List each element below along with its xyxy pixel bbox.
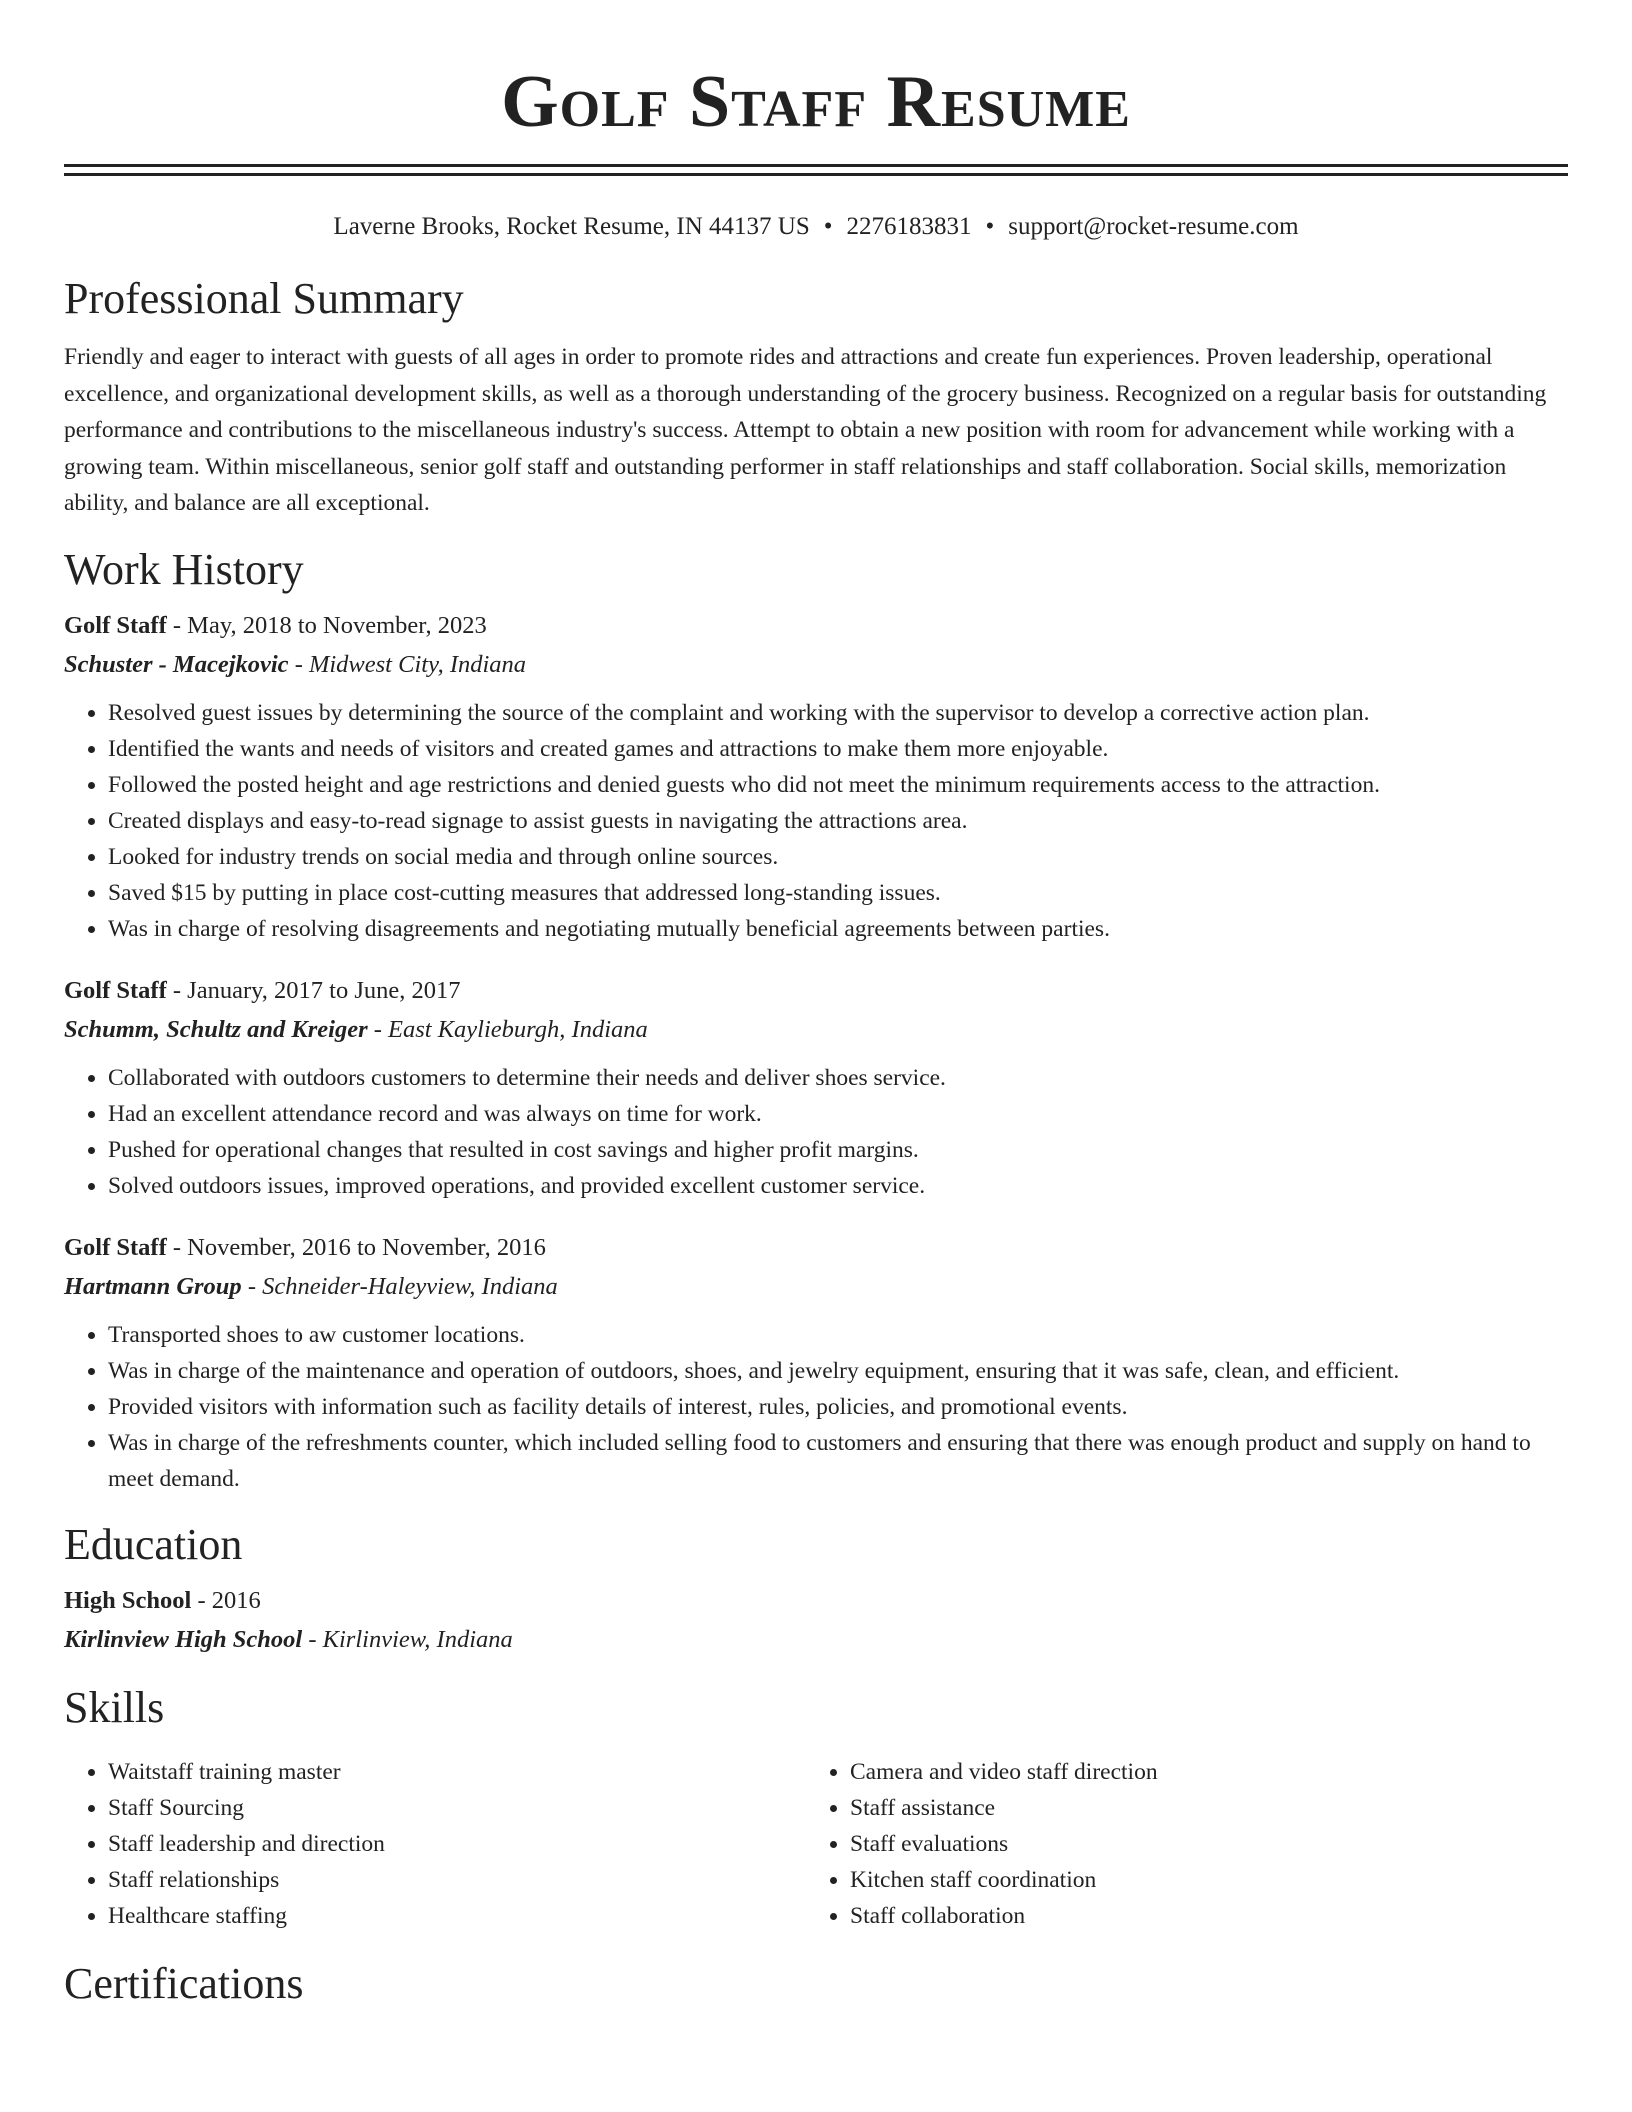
list-item: • Followed the posted height and age restrictions and denied guests who did not meet the minimum requirements access to the attraction. <box>108 767 1568 803</box>
education-entry <box>64 1585 1568 1656</box>
skills-column-right <box>806 1754 1548 1934</box>
employer-location: - East Kaylieburgh, Indiana <box>367 1015 648 1043</box>
employer-line <box>64 1271 1568 1303</box>
job-title: Golf Staff <box>64 1233 167 1261</box>
job-bullets <box>64 1317 1568 1497</box>
title-divider-top <box>64 164 1568 167</box>
work-history-heading: Work History <box>64 544 304 594</box>
skills-heading: Skills <box>64 1682 165 1732</box>
job-bullets <box>64 695 1568 947</box>
job-dates: - November, 2016 to November, 2016 <box>166 1233 546 1261</box>
skill-item: • Staff relationships <box>108 1862 806 1898</box>
school-name: Kirlinview High School <box>64 1625 303 1653</box>
school-location: - Kirlinview, Indiana <box>302 1625 513 1653</box>
skills-grid <box>64 1754 1568 1934</box>
contact-phone: 2276183831 <box>846 213 972 240</box>
skill-item: • Kitchen staff coordination <box>850 1862 1548 1898</box>
employer-line <box>64 649 1568 681</box>
job-bullets <box>64 1060 1568 1204</box>
employer-location: - Schneider-Haleyview, Indiana <box>241 1272 558 1300</box>
title-divider-bottom <box>64 173 1568 176</box>
list-item: • Pushed for operational changes that resulted in cost savings and higher profit margins. <box>108 1132 1568 1168</box>
skill-item: • Camera and video staff direction <box>850 1754 1548 1790</box>
employer-line <box>64 1014 1568 1046</box>
list-item: • Collaborated with outdoors customers to determine their needs and deliver shoes service. <box>108 1060 1568 1096</box>
resume-page <box>64 0 1568 2010</box>
job-title: Golf Staff <box>64 611 167 639</box>
education-heading: Education <box>64 1519 243 1569</box>
degree-line <box>64 1585 1568 1617</box>
skill-item: • Staff leadership and direction <box>108 1826 806 1862</box>
list-item: • Identified the wants and needs of visitors and created games and attractions to make them more enjoyable. <box>108 731 1568 767</box>
list-item: • Was in charge of the refreshments counter, which included selling food to customers and ensuring that there was enough product and supply on hand to meet demand. <box>108 1425 1568 1497</box>
skill-item: • Healthcare staffing <box>108 1898 806 1934</box>
skill-item: • Staff evaluations <box>850 1826 1548 1862</box>
job-dates: - January, 2017 to June, 2017 <box>166 976 461 1004</box>
skills-list-left <box>64 1754 806 1934</box>
employer-location: - Midwest City, Indiana <box>288 650 527 678</box>
resume-title: Golf Staff Resume <box>501 61 1131 143</box>
list-item: • Was in charge of the maintenance and operation of outdoors, shoes, and jewelry equipment, ensuring that it was safe, clean, and efficient. <box>108 1353 1568 1389</box>
skills-list-right <box>806 1754 1548 1934</box>
skills-column-left <box>64 1754 806 1934</box>
job-title-line <box>64 975 1568 1007</box>
contact-email: support@rocket-resume.com <box>1008 213 1299 240</box>
list-item: • Solved outdoors issues, improved operations, and provided excellent customer service. <box>108 1168 1568 1204</box>
certifications-heading: Certifications <box>64 1958 304 2008</box>
skill-item: • Staff collaboration <box>850 1898 1548 1934</box>
skill-item: • Staff Sourcing <box>108 1790 806 1826</box>
contact-separator: • <box>823 213 833 240</box>
job-dates: - May, 2018 to November, 2023 <box>166 611 487 639</box>
list-item: • Looked for industry trends on social media and through online sources. <box>108 839 1568 875</box>
summary-heading: Professional Summary <box>64 274 464 323</box>
contact-separator: • <box>985 213 995 240</box>
summary-text: Friendly and eager to interact with guests of all ages in order to promote rides and attractions and create fun experiences. Proven leadership, operational excellence, and organizational development skills, as well as a thorough understanding of the grocery business. Recognized on a regular basis for outstanding performance and contributions to the miscellaneous industry's success. Attempt to obtain a new position with room for advancement while working with a growing team. Within miscellaneous, senior golf staff and outstanding performer in staff relationships and staff collaboration. Social skills, memorization ability, and balance are all exceptional. <box>64 344 1547 516</box>
school-line <box>64 1624 1568 1656</box>
job-entry <box>64 975 1568 1204</box>
list-item: • Had an excellent attendance record and was always on time for work. <box>108 1096 1568 1132</box>
list-item: • Saved $15 by putting in place cost-cutting measures that addressed long-standing issues. <box>108 875 1568 911</box>
list-item: • Transported shoes to aw customer locations. <box>108 1317 1568 1353</box>
graduation-year: - 2016 <box>191 1586 261 1614</box>
skill-item: • Waitstaff training master <box>108 1754 806 1790</box>
list-item: • Created displays and easy-to-read signage to assist guests in navigating the attractions area. <box>108 803 1568 839</box>
list-item: • Provided visitors with information such as facility details of interest, rules, policies, and promotional events. <box>108 1389 1568 1425</box>
job-title: Golf Staff <box>64 976 167 1004</box>
job-entry <box>64 1232 1568 1497</box>
contact-address: Laverne Brooks, Rocket Resume, IN 44137 US <box>333 213 810 240</box>
contact-line <box>64 211 1568 243</box>
job-title-line <box>64 1232 1568 1264</box>
skill-item: • Staff assistance <box>850 1790 1548 1826</box>
list-item: • Resolved guest issues by determining the source of the complaint and working with the supervisor to develop a corrective action plan. <box>108 695 1568 731</box>
list-item: • Was in charge of resolving disagreements and negotiating mutually beneficial agreements between parties. <box>108 911 1568 947</box>
job-entry <box>64 610 1568 947</box>
job-title-line <box>64 610 1568 642</box>
employer-name: Hartmann Group <box>64 1272 242 1300</box>
employer-name: Schumm, Schultz and Kreiger <box>64 1015 368 1043</box>
degree: High School <box>64 1586 192 1614</box>
employer-name: Schuster - Macejkovic <box>64 650 289 678</box>
